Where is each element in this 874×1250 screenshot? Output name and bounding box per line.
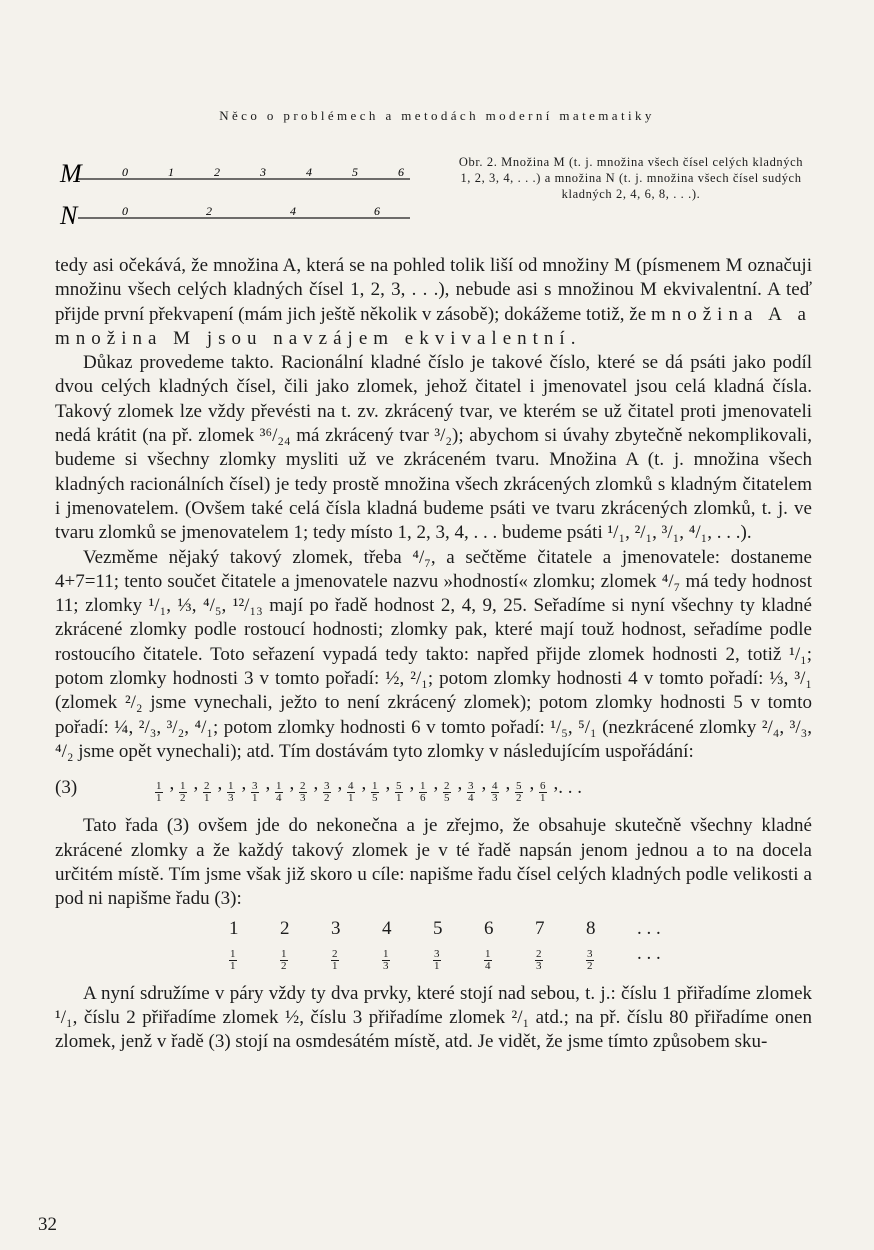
fraction (179, 781, 187, 804)
fraction-denominator: 1 (332, 959, 338, 972)
fraction-denominator: 1 (204, 792, 210, 805)
fraction (227, 781, 235, 804)
comma: , (529, 773, 539, 795)
figure-number: 2 (214, 165, 220, 179)
comma: , (361, 773, 371, 795)
fraction-ellipsis: . . . (637, 942, 661, 964)
fraction-numerator: 3 (434, 947, 440, 960)
figure-number: 0 (122, 165, 128, 179)
comma: , (289, 773, 299, 795)
fraction-numerator: 1 (372, 780, 378, 793)
fraction (395, 781, 403, 804)
fraction-numerator: 2 (332, 947, 338, 960)
fraction-denominator: 2 (324, 792, 330, 805)
fraction-denominator: 1 (156, 792, 162, 805)
fraction-numerator: 1 (276, 780, 282, 793)
comma: , (337, 773, 347, 795)
fraction-numerator: 3 (587, 947, 593, 960)
figure-caption: Obr. 2. Množina M (t. j. množina všech čísel celých kladných 1, 2, 3, 4, . . .) a množina N (t. j. množina všech čísel sudých kladných 2, 4, 6, 8, . . .). (458, 155, 804, 201)
fraction-cell (535, 942, 586, 972)
fraction-numerator: 1 (383, 947, 389, 960)
paragraph-1-emphasis: množina A a množina M jsou navzájem ekvivalentní. (55, 303, 812, 349)
fraction (203, 781, 211, 804)
fraction-cell (484, 942, 535, 972)
figure-number: 6 (374, 204, 380, 218)
page-number: 32 (38, 1214, 57, 1235)
fraction-numerator: 2 (444, 780, 450, 793)
fraction-numerator: 2 (300, 780, 306, 793)
fraction-denominator: 1 (540, 792, 546, 805)
fraction-numerator: 5 (516, 780, 522, 793)
body-text (55, 254, 812, 1055)
comma: , (265, 773, 275, 795)
fraction-denominator: 2 (180, 792, 186, 805)
figure-number: 3 (260, 165, 266, 179)
figure-number: 4 (290, 204, 296, 218)
fraction (155, 781, 163, 804)
fraction-cell (229, 942, 280, 972)
comma: , (433, 773, 443, 795)
fraction-denominator: 1 (434, 959, 440, 972)
fraction-denominator: 2 (516, 792, 522, 805)
fraction-numerator: 1 (230, 947, 236, 960)
row-n-label: N (60, 201, 78, 230)
fraction (299, 781, 307, 804)
comma: , (313, 773, 323, 795)
fraction-numerator: 1 (485, 947, 491, 960)
fraction (382, 949, 390, 972)
fraction-cell (433, 942, 484, 972)
fraction-denominator: 1 (396, 792, 402, 805)
fraction (467, 781, 475, 804)
series-fractions (155, 772, 558, 804)
fraction-denominator: 4 (276, 792, 282, 805)
comma: , (193, 773, 203, 795)
integer-ellipsis: . . . (637, 918, 661, 940)
fraction-denominator: 3 (492, 792, 498, 805)
integer-cell: 8 (586, 918, 596, 940)
fraction-denominator: 2 (281, 959, 287, 972)
fraction (229, 949, 237, 972)
integer-cell: 1 (229, 918, 239, 940)
comma: , (553, 773, 559, 795)
fraction-numerator: 2 (204, 780, 210, 793)
fraction-numerator: 3 (252, 780, 258, 793)
paragraph-4: Tato řada (3) ovšem jde do nekonečna a je zřejmo, že obsahuje skutečně všechny kladné zkrácené zlomky a že každý takový zlomek je v té řadě napsán jenom jednou a to na docela určitém místě. Tím jsme však již skoro u cíle: napišme řadu čísel celých kladných podle velikosti a pod ni napišme řadu (3): (55, 815, 812, 910)
paragraph-1 (55, 254, 812, 351)
integer-cell: 2 (280, 918, 290, 940)
fraction (515, 781, 523, 804)
integer-row (229, 917, 812, 941)
row-m-numbers (122, 165, 404, 179)
fraction-numerator: 4 (492, 780, 498, 793)
fraction-cell (382, 942, 433, 972)
comma: , (481, 773, 491, 795)
figure-number: 1 (168, 165, 174, 179)
fraction (251, 781, 259, 804)
fraction (539, 781, 547, 804)
integer-cell: 5 (433, 918, 443, 940)
paragraph-2: Důkaz provedeme takto. Racionální kladné číslo je takové číslo, které se dá psáti jako podíl dvou celých kladných čísel, čili jako zlomek, jehož čitatel i jmenovatel jsou celá kladná čísla. Takový zlomek lze vždy převésti na t. zv. zkrácený tvar, ve kterém se už čitatel proti jmenovateli nedá krátit (na př. zlomek ³⁶/₂₄ má zkrácený tvar ³/₂); abychom si úvahy zbytečně nekomplikovali, budeme si všechny zlomky mysliti už ve zkráceném tvaru. Množina A (t. j. množina všech kladných racionálních čísel) je tedy prostě množina všech zkrácených zlomků s kladným čitatelem i jmenovatelem. (Ovšem také celá čísla kladná budeme psáti ve tvaru zkrácených zlomků, t. j. ve tvaru zlomků se jmenovatelem 1; tedy místo 1, 2, 3, 4, . . . budeme psáti ¹/₁, ²/₁, ³/₁, ⁴/₁, . . .). (55, 352, 812, 544)
fraction-row (229, 942, 812, 972)
fraction-numerator: 4 (348, 780, 354, 793)
pairing-table (55, 917, 812, 971)
figure-number: 2 (206, 204, 212, 218)
fraction-denominator: 5 (372, 792, 378, 805)
fraction-denominator: 1 (252, 792, 258, 805)
fraction-denominator: 3 (300, 792, 306, 805)
figure-number: 4 (306, 165, 312, 179)
figure-number: 5 (352, 165, 358, 179)
fraction (535, 949, 543, 972)
comma: , (409, 773, 419, 795)
figure-number: 6 (398, 165, 404, 179)
paragraph-1-text: tedy asi očekává, že množina A, která se na pohled tolik liší od množiny M (písmenem M označuji množinu všech celých kladných čísel 1, 2, 3, . . .), nebude asi s množinou M ekvivalentní. A teď přijde první překvapení (mám jich ještě několik v zásobě); dokážeme totiž, že (55, 255, 812, 325)
fraction-denominator: 6 (420, 792, 426, 805)
fraction (433, 949, 441, 972)
running-header: Něco o problémech a metodách moderní matematiky (219, 108, 655, 123)
fraction-numerator: 2 (536, 947, 542, 960)
fraction-series (55, 770, 812, 806)
fraction (419, 781, 427, 804)
fraction-cell (586, 942, 637, 972)
fraction-numerator: 5 (396, 780, 402, 793)
fraction (443, 781, 451, 804)
row-n-numbers (122, 204, 380, 218)
integer-cell: 6 (484, 918, 494, 940)
comma: , (169, 773, 179, 795)
fraction-cell (331, 942, 382, 972)
fraction (331, 949, 339, 972)
fraction-denominator: 3 (383, 959, 389, 972)
fraction-denominator: 4 (485, 959, 491, 972)
comma: , (385, 773, 395, 795)
fraction-numerator: 3 (324, 780, 330, 793)
fraction-denominator: 2 (587, 959, 593, 972)
fraction (347, 781, 355, 804)
fraction-numerator: 1 (420, 780, 426, 793)
fraction (484, 949, 492, 972)
comma: , (241, 773, 251, 795)
fraction (586, 949, 594, 972)
fraction-numerator: 1 (281, 947, 287, 960)
comma: , (457, 773, 467, 795)
fraction-numerator: 1 (180, 780, 186, 793)
integer-cell: 7 (535, 918, 545, 940)
comma: , (505, 773, 515, 795)
fraction (491, 781, 499, 804)
fraction (323, 781, 331, 804)
fraction-numerator: 3 (468, 780, 474, 793)
fraction-numerator: 6 (540, 780, 546, 793)
series-label: (3) (55, 777, 78, 799)
fraction-denominator: 3 (228, 792, 234, 805)
comma: , (217, 773, 227, 795)
integer-cell: 4 (382, 918, 392, 940)
fraction-denominator: 1 (348, 792, 354, 805)
integer-cell: 3 (331, 918, 341, 940)
series-ellipsis: . . . (558, 777, 582, 799)
paragraph-3: Vezměme nějaký takový zlomek, třeba ⁴/₇, a sečtěme čitatele a jmenovatele: dostaneme 4+7=11; tento součet čitatele a jmenovatele nazvu »hodností« zlomku; zlomek ⁴/₇ má tedy hodnost 11; zlomky ¹/₁, ⅓, ⁴/₅, ¹²/₁₃ mají po řadě hodnost 2, 4, 9, 25. Seřadíme si nyní všechny ty kladné zkrácené zlomky podle rostoucí hodnosti; zlomky pak, které mají touž hodnost, seřadíme podle rostoucího čitatele. Toto seřazení vypadá tedy takto: napřed přijde zlomek hodnosti 2, totiž ¹/₁; potom zlomky hodnosti 3 v tomto pořadí: ½, ²/₁; potom zlomky hodnosti 4 v tomto pořadí: ⅓, ³/₁ (zlomek ²/₂ jsme vynechali, ježto to není zkrácený zlomek); potom zlomky hodnosti 5 v tomto pořadí: ¼, ²/₃, ³/₂, ⁴/₁; potom zlomky hodnosti 6 v tomto pořadí: ¹/₅, ⁵/₁ (nezkrácené zlomky ²/₄, ³/₃, ⁴/₂ jsme opět vynechali); atd. Tím dostávám tyto zlomky v následujícím uspořádání: (55, 546, 812, 762)
paragraph-5: A nyní sdružíme v páry vždy ty dva prvky, které stojí nad sebou, t. j.: číslu 1 přiřadíme zlomek ¹/₁, číslu 2 přiřadíme zlomek ½, číslu 3 přiřadíme zlomek ²/₁ atd.; na př. číslu 80 přiřadíme onen zlomek, jenž v řadě (3) stojí na osmdesátém místě, atd. Je vidět, že jsme tímto způsobem sku- (55, 982, 812, 1053)
fraction-cell (280, 942, 331, 972)
fraction (275, 781, 283, 804)
fraction-denominator: 4 (468, 792, 474, 805)
fraction-numerator: 1 (156, 780, 162, 793)
figure-number: 0 (122, 204, 128, 218)
row-m-label: M (60, 159, 82, 188)
figure-2-drawing (58, 152, 428, 232)
fraction-denominator: 1 (230, 959, 236, 972)
fraction-numerator: 1 (228, 780, 234, 793)
fraction-denominator: 5 (444, 792, 450, 805)
fraction (371, 781, 379, 804)
fraction-denominator: 3 (536, 959, 542, 972)
fraction (280, 949, 288, 972)
figure-2 (58, 152, 428, 232)
